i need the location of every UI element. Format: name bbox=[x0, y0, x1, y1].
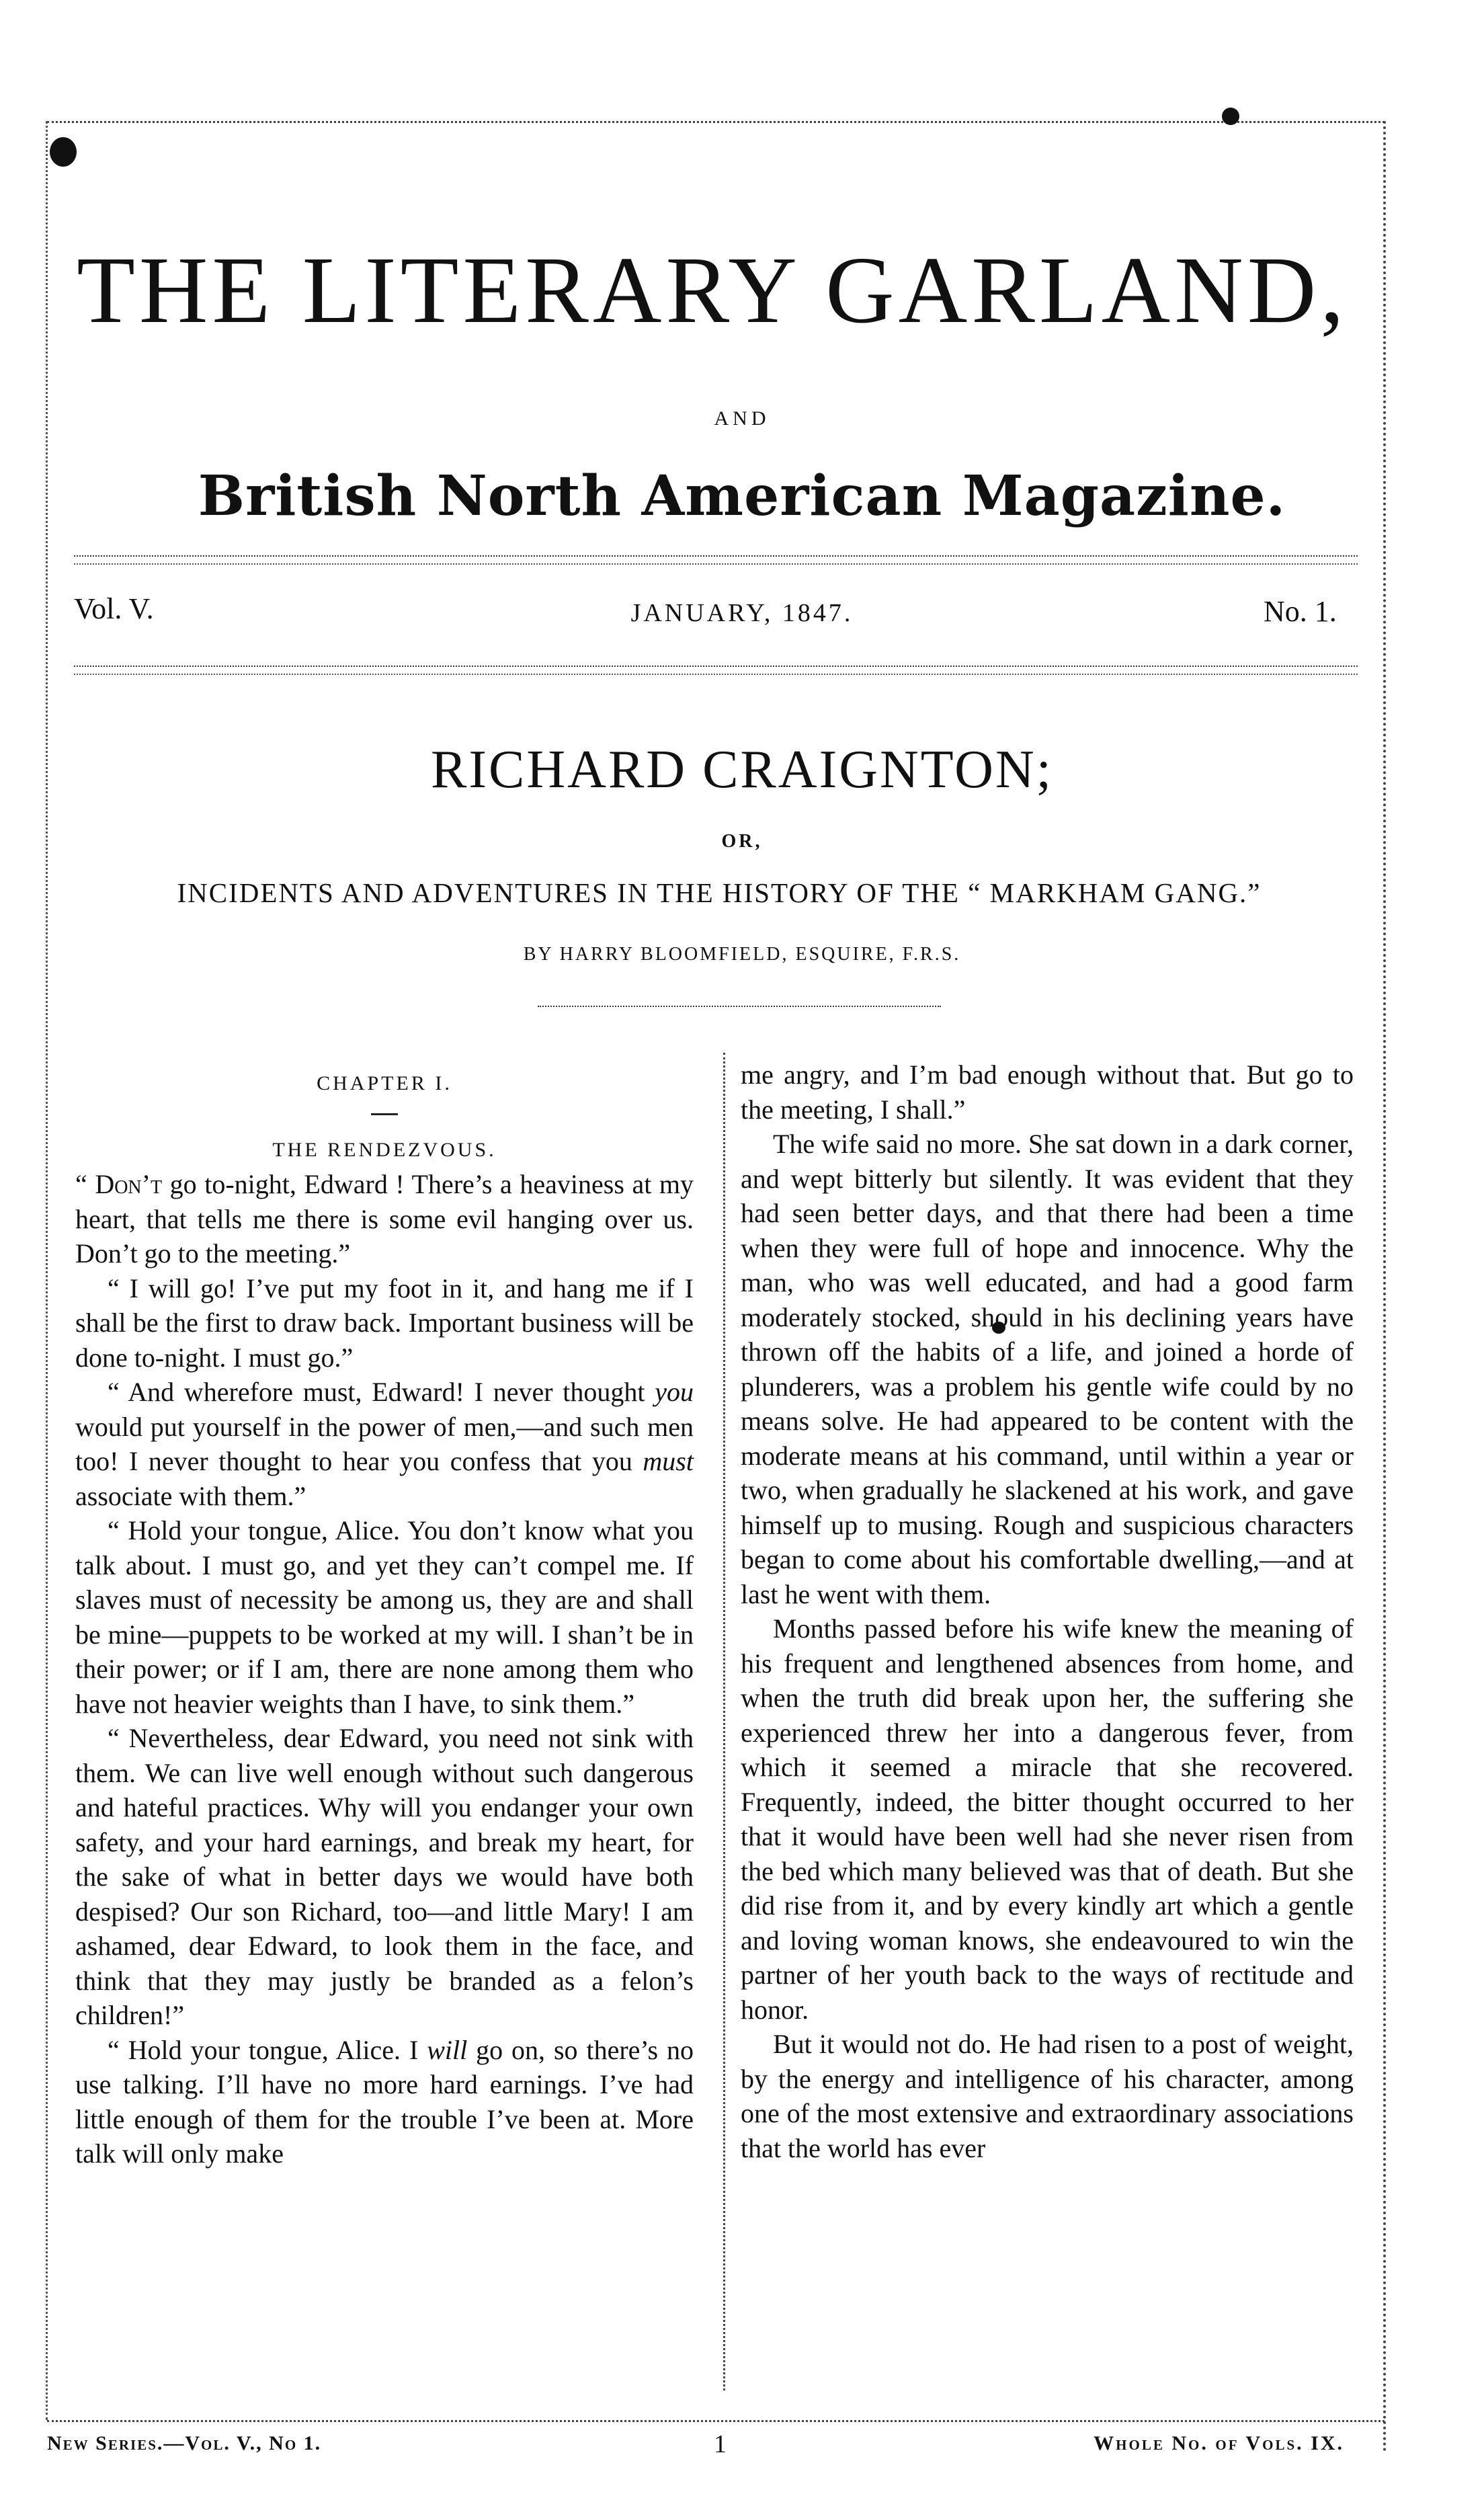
footer-whole-number: Whole No. of Vols. IX. bbox=[1094, 2432, 1344, 2454]
paragraph-continued: me angry, and I’m bad enough without that. But go to the meeting, I shall.” bbox=[741, 1059, 1354, 1125]
paragraph-text: “ Hold your tongue, Alice. I bbox=[108, 2034, 427, 2065]
article-subtitle: INCIDENTS AND ADVENTURES IN THE HISTORY OF THE “ MARKHAM GANG.” bbox=[177, 877, 1262, 908]
paragraph bbox=[75, 1375, 694, 1513]
right-column bbox=[741, 1057, 1354, 2165]
chapter-rule bbox=[371, 1113, 398, 1115]
paragraph-text: go to-night, Edward ! There’s a heaviness at my heart, that tells me there is some evil hanging over us. Don’t go to the meeting.” bbox=[75, 1169, 694, 1269]
issue-volume: Vol. V. bbox=[74, 592, 154, 625]
paragraph: But it would not do. He had risen to a post of weight, by the energy and intelligence of his character, among one of the most extensive and extraordinary associations that the world has ever bbox=[741, 2029, 1354, 2163]
column-divider bbox=[723, 1053, 725, 2390]
emphasis: must bbox=[643, 1446, 694, 1476]
left-column bbox=[75, 1066, 694, 2171]
paragraph-text: go on, so there’s no use talking. I’ll have no more hard earnings. I’ve had little enough of them for the trouble I’ve been at. More talk will only make bbox=[75, 2034, 694, 2169]
paragraph-text: associate with them.” bbox=[75, 1480, 306, 1511]
article-byline: BY HARRY BLOOMFIELD, ESQUIRE, F.R.S. bbox=[523, 944, 961, 965]
emphasis: you bbox=[655, 1377, 694, 1407]
paragraph: The wife said no more. She sat down in a dark corner, and wept bitterly but silently. It was evident that they had seen better days, and that there had been a time when they were full of hope and innocence. Why the man, who was well educated, and had a good farm moderately stocked, should in his declining years have thrown off the habits of a life, and joined a horde of plunderers, was a problem his gentle wife could by no means solve. He had appeared to be content with the moderate means at his command, until within a year or two, when gradually he slackened at his work, and gave himself up to musing. Rough and suspicious characters began to come about his comfortable dwelling,—and at last he went with them. bbox=[741, 1129, 1354, 1609]
issue-number: No. 1. bbox=[1264, 595, 1337, 628]
opening-words: “ Don’t bbox=[75, 1169, 163, 1199]
ink-blot bbox=[1222, 108, 1239, 125]
article-or: OR, bbox=[721, 831, 763, 852]
emphasis: will bbox=[427, 2034, 468, 2065]
section-heading: THE RENDEZVOUS. bbox=[272, 1138, 497, 1161]
article-title: RICHARD CRAIGNTON; bbox=[431, 740, 1053, 799]
page-border-bottom bbox=[47, 2420, 1385, 2422]
paragraph bbox=[75, 2033, 694, 2171]
issue-date: JANUARY, 1847. bbox=[630, 599, 854, 627]
footer-series: New Series.—Vol. V., No 1. bbox=[47, 2432, 322, 2454]
paragraph bbox=[75, 1167, 694, 1271]
masthead-title: THE LITERARY GARLAND, bbox=[77, 237, 1348, 343]
masthead-rule bbox=[74, 555, 1358, 565]
ink-blot bbox=[50, 137, 77, 167]
paragraph: “ Hold your tongue, Alice. You don’t know what you talk about. I must go, and yet they can’t compel me. If slaves must of necessity be among us, they are and shall be mine—puppets to be worked at my will. I shan’t be in their power; or if I am, there are none among them who have not heavier weights than I have, to sink them.” bbox=[75, 1515, 694, 1719]
paragraph: “ I will go! I’ve put my foot in it, and hang me if I shall be the first to draw back. Important business will be done to-night. I must go.” bbox=[75, 1273, 694, 1373]
masthead-conjunction: AND bbox=[714, 407, 770, 430]
page-number: 1 bbox=[714, 2430, 727, 2458]
paragraph: “ Nevertheless, dear Edward, you need not sink with them. We can live well enough without such dangerous and hateful practices. Why will you endanger your own safety, and your hard earnings, and break my heart, for the sake of what in better days we would have both despised? Our son Richard, too—and little Mary! I am ashamed, dear Edward, to look them in the face, and think that they may justly be branded as a felon’s children!” bbox=[75, 1723, 694, 2030]
paragraph-text: “ And wherefore must, Edward! I never thought bbox=[108, 1377, 655, 1407]
paragraph: Months passed before his wife knew the meaning of his frequent and lengthened absences from home, and when the truth did break upon her, the suffering she experienced threw her into a dangerous fever, from which it seemed a miracle that she recovered. Frequently, indeed, the bitter thought occurred to her that it would have been well had she never risen from the bed which many believed was that of death. But she did rise from it, and by every kindly art which a gentle and loving woman knows, she endeavoured to win the partner of her youth back to the ways of rectitude and honor. bbox=[741, 1613, 1354, 2025]
paragraph-text: would put yourself in the power of men,—and such men too! I never thought to hear you confess that you bbox=[75, 1411, 694, 1476]
byline-rule bbox=[538, 1006, 941, 1014]
chapter-heading: CHAPTER I. bbox=[317, 1072, 452, 1094]
masthead-subtitle: British North American Magazine. bbox=[198, 464, 1286, 528]
issue-rule bbox=[74, 666, 1358, 675]
page-border-top bbox=[47, 121, 1385, 123]
